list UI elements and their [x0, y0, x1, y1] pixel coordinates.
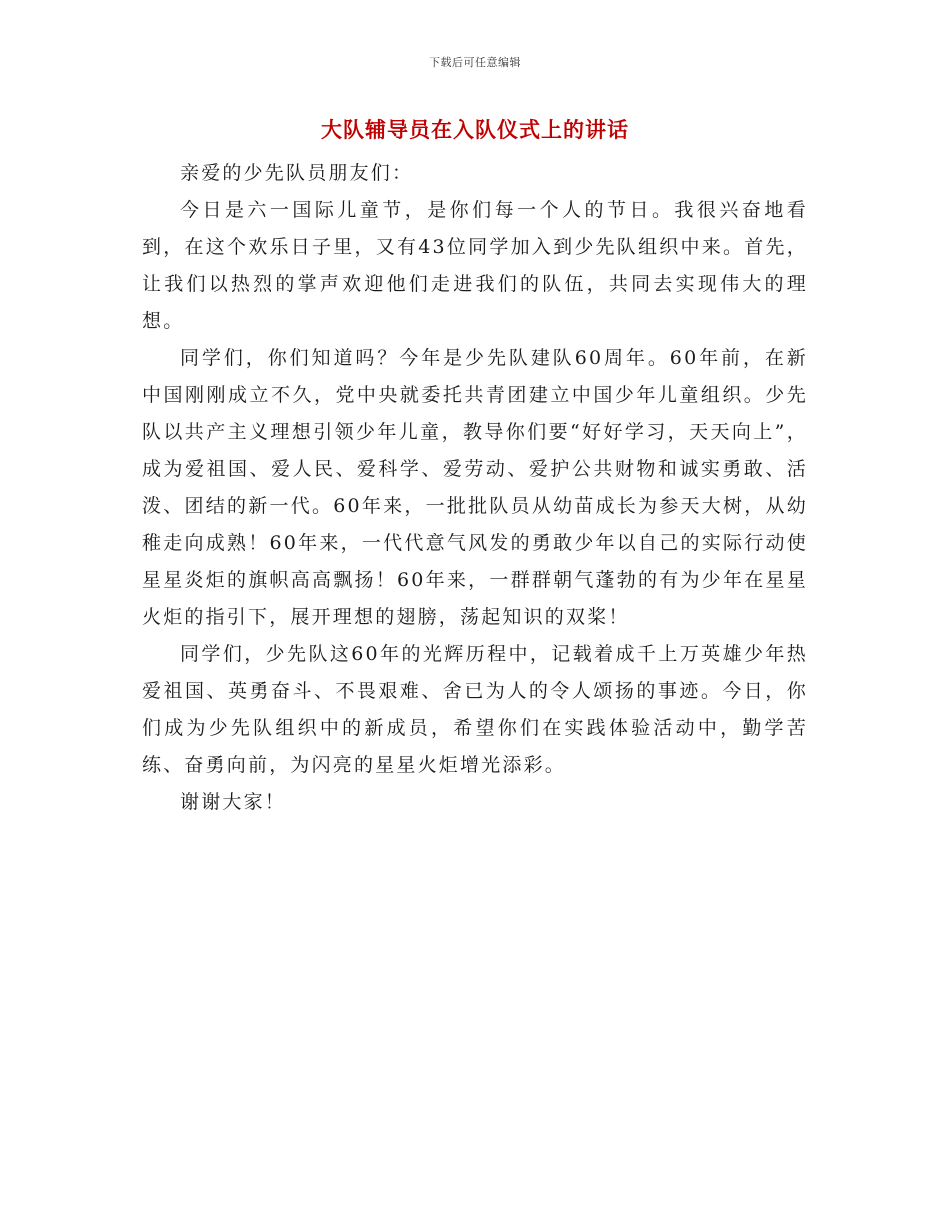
paragraph-3: 同学们，少先队这60年的光辉历程中，记载着成千上万英雄少年热爱祖国、英勇奋斗、不畏艰难、舍已为人的令人颂扬的事迹。今日，你们成为少先队组织中的新成员，希望你们在实践体验活动中，勤学苦练、奋勇向前，为闪亮的星星火炬增光添彩。 — [142, 643, 808, 776]
header-note: 下载后可任意编辑 — [429, 56, 521, 69]
paragraph-2: 同学们，你们知道吗？今年是少先队建队60周年。60年前，在新中国刚刚成立不久，党中央就委托共青团建立中国少年儿童组织。少先队以共产主义理想引领少年儿童，教导你们要“好好学习，天天向上”，成为爱祖国、爱人民、爱科学、爱劳动、爱护公共财物和诚实勇敢、活泼、团结的新一代。60年来，一批批队员从幼苗成长为参天大树，从幼稚走向成熟！60年来，一代代意气风发的勇敢少年以自己的实际行动使星星炎炬的旗帜高高飘扬！60年来，一群群朝气蓬勃的有为少年在星星火炬的指引下，展开理想的翅膀，荡起知识的双桨！ — [142, 347, 808, 628]
document-body — [142, 155, 808, 821]
paragraph-closing: 谢谢大家！ — [180, 791, 287, 813]
paragraph-1: 今日是六一国际儿童节，是你们每一个人的节日。我很兴奋地看到，在这个欢乐日子里，又有43位同学加入到少先队组织中来。首先，让我们以热烈的掌声欢迎他们走进我们的队伍，共同去实现伟大的理想。 — [142, 199, 808, 332]
document-title: 大队辅导员在入队仪式上的讲话 — [321, 117, 629, 142]
paragraph-greeting: 亲爱的少先队员朋友们： — [180, 162, 414, 184]
